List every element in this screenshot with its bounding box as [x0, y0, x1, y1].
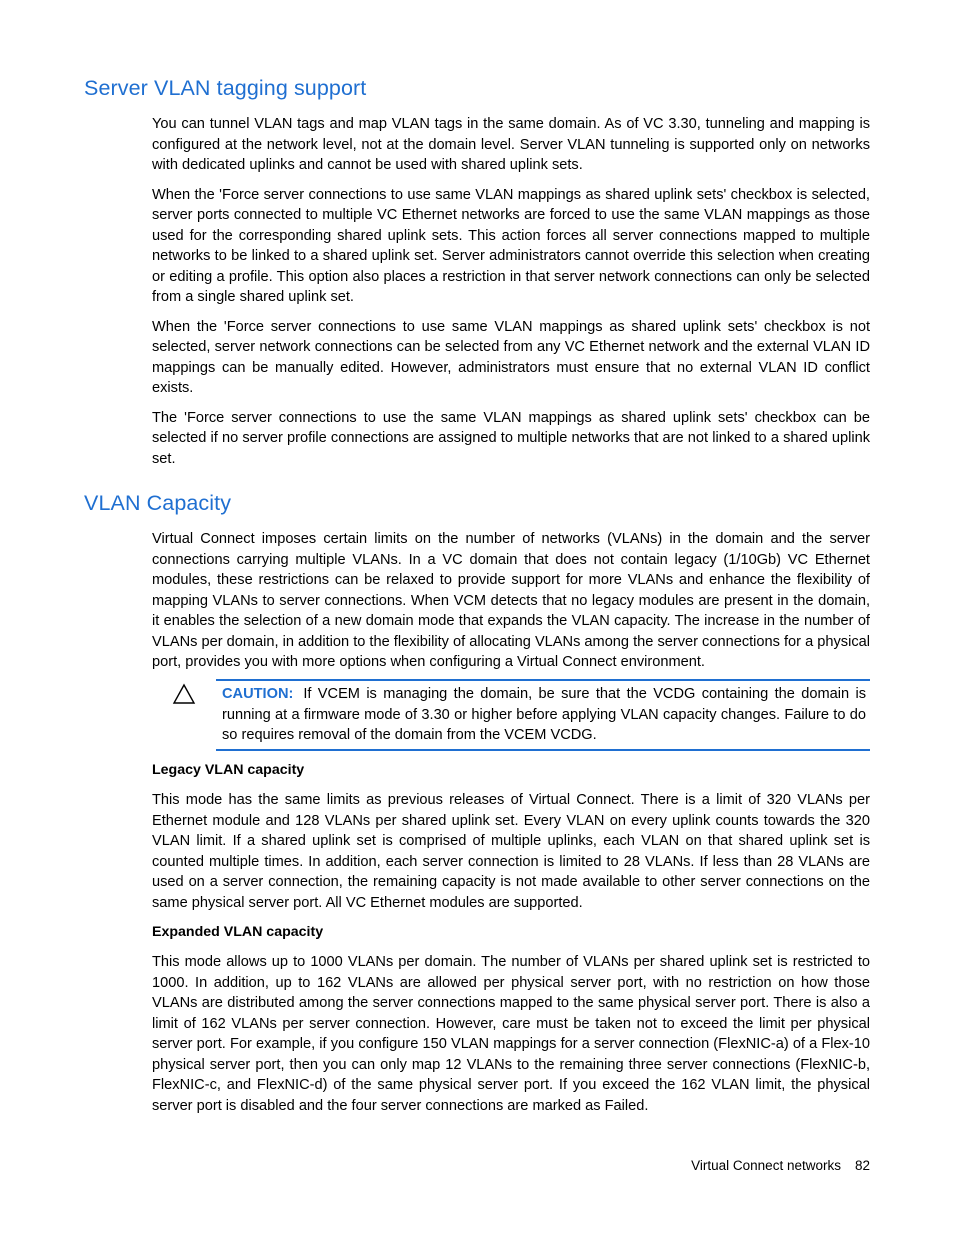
vlan-capacity-intro: [152, 529, 870, 673]
footer-section-title: Virtual Connect networks: [691, 1158, 841, 1173]
paragraph: This mode has the same limits as previous releases of Virtual Connect. There is a limit of 320 VLANs per Ethernet module and 128 VLANs per shared uplink set. Every VLAN on every uplink counts towards the 320 VLAN limit. If a shared uplink set is comprised of multiple uplinks, each VLAN on that shared uplink set is counted multiple times. In addition, each server connection is limited to 28 VLANs. If less than 28 VLANs are used on a server connection, the remaining capacity is not made available to other server connections on the same physical server port. All VC Ethernet modules are supported.: [152, 792, 870, 911]
caution-text: [222, 684, 866, 746]
page-footer: [691, 1158, 870, 1173]
paragraph: You can tunnel VLAN tags and map VLAN tags in the same domain. As of VC 3.30, tunneling and mapping is configured at the network level, not at the domain level. Server VLAN tunneling is supported only on networks with dedicated uplinks and cannot be used with shared uplink sets.: [152, 116, 870, 173]
page-number: 82: [854, 1158, 870, 1173]
caution-body: If VCEM is managing the domain, be sure that the VCDG containing the domain is running at a firmware mode of 3.30 or higher before applying VLAN capacity changes. Failure to do so requires removal of the domain from the VCEM VCDG.: [222, 686, 866, 743]
subheading-expanded: Expanded VLAN capacity: [152, 924, 324, 940]
section-heading-vlan-capacity: VLAN Capacity: [84, 491, 232, 515]
caution-label: CAUTION:: [222, 686, 294, 702]
caution-note: [216, 679, 870, 751]
paragraph: When the 'Force server connections to use same VLAN mappings as shared uplink sets' checkbox is not selected, server network connections can be selected from any VC Ethernet network and the external VLAN ID mappings can be manually edited. However, administrators must ensure that no external VLAN ID conflict exists.: [152, 318, 870, 396]
warning-triangle-icon: [172, 683, 196, 705]
expanded-capacity-block: [152, 922, 870, 1116]
paragraph: The 'Force server connections to use the same VLAN mappings as shared uplink sets' checkbox can be selected if no server profile connections are assigned to multiple networks that are not linked to a shared uplink set.: [152, 409, 870, 467]
paragraph: When the 'Force server connections to use same VLAN mappings as shared uplink sets' checkbox is selected, server ports connected to multiple VC Ethernet networks are forced to use the same VLAN mappings as those used for the corresponding shared uplink sets. This action forces all server connections mapped to multiple networks to be linked to a shared uplink set. Server administrators cannot override this selection when creating or editing a profile. This option also places a restriction in that server network connections can only be selected from a single shared uplink set.: [152, 186, 870, 305]
subheading-legacy: Legacy VLAN capacity: [152, 762, 305, 778]
paragraph: This mode allows up to 1000 VLANs per domain. The number of VLANs per shared uplink set is restricted to 1000. In addition, up to 162 VLANs are allowed per physical server port, with no restriction on how those VLANs are distributed among the server connections mapped to the same physical server port. There is also a limit of 162 VLANs per server connection. However, care must be taken not to exceed the limit per physical server port. For example, if you configure 150 VLAN mappings for a server connection (FlexNIC-a) of a Flex-10 physical server port, then you can only map 12 VLANs to the remaining three server connections (FlexNIC-b, FlexNIC-c, and FlexNIC-d) of the same physical server port. If you exceed the 162 VLAN limit, the physical server port is disabled and the four server connections are marked as Failed.: [152, 954, 870, 1114]
server-vlan-body: [152, 114, 870, 469]
section-heading-server-vlan-tagging: Server VLAN tagging support: [84, 76, 367, 100]
legacy-capacity-block: [152, 760, 870, 913]
paragraph: Virtual Connect imposes certain limits on the number of networks (VLANs) in the domain and the server connections carrying multiple VLANs. In a VC domain that does not contain legacy (1/10Gb) VC Ethernet modules, these restrictions can be relaxed to provide support for more VLANs and enhance the flexibility of mapping VLANs to server connections. When VCM detects that no legacy modules are present in the domain, it enables the selection of a new domain mode that expands the VLAN capacity. The increase in the number of VLANs per domain, in addition to the flexibility of allocating VLANs among the server connections for a physical port, provides you with more options when configuring a Virtual Connect environment.: [152, 531, 870, 670]
